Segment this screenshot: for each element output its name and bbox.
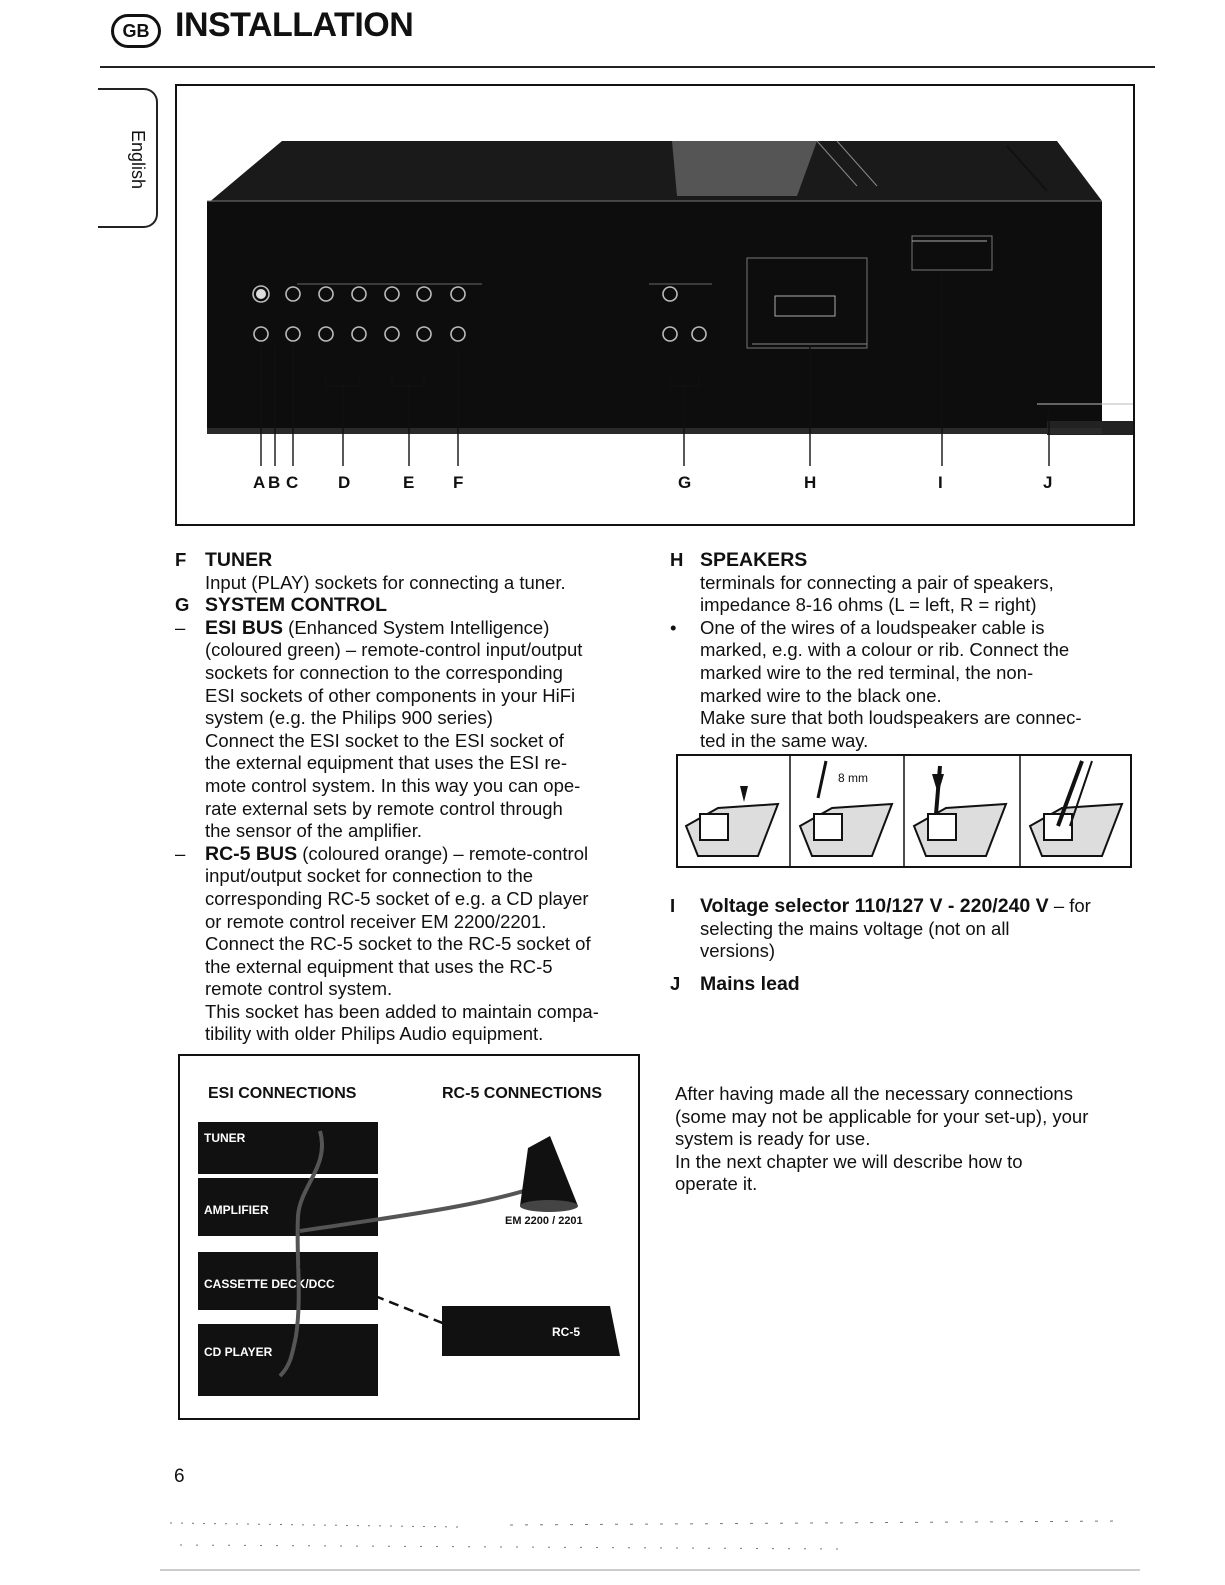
closing-line: After having made all the necessary connections (675, 1083, 1073, 1104)
connections-illustration (180, 1056, 638, 1418)
unit-cd-player: CD PLAYER (204, 1345, 273, 1359)
closing-line: system is ready for use. (675, 1128, 871, 1150)
section-f-letter: F (175, 549, 187, 570)
callout-e: E (403, 473, 415, 492)
section-j-title: Mains lead (700, 973, 800, 995)
section-f (175, 549, 645, 594)
unit-tuner: TUNER (204, 1131, 246, 1145)
bullet-icon: • (670, 616, 677, 638)
section-i-title: Voltage selector 110/127 V - 220/240 V (700, 895, 1049, 917)
section-g-title: SYSTEM CONTROL (205, 594, 388, 617)
section-j-letter: J (670, 973, 681, 994)
esi-dash: – (175, 616, 186, 638)
callout-b: B (268, 473, 281, 492)
header-divider (100, 66, 1155, 68)
section-f-text: Input (PLAY) sockets for connecting a tuner. (205, 571, 566, 593)
closing-line: In the next chapter we will describe how to (675, 1150, 1023, 1172)
rc5-unit-label: RC-5 (552, 1325, 581, 1339)
closing-line: (some may not be applicable for your set-up), your (675, 1105, 1089, 1127)
esi-line: the external equipment that uses the ESI re- (205, 752, 567, 774)
esi-line: system (e.g. the Philips 900 series) (205, 707, 493, 729)
terminal-steps-illustration (678, 756, 1130, 866)
amplifier-rear-illustration (177, 86, 1133, 524)
section-f-title: TUNER (205, 549, 273, 571)
callout-f: F (453, 473, 464, 492)
section-h-title: SPEAKERS (700, 549, 808, 571)
esi-bus-name: ESI BUS (205, 616, 284, 639)
rc5-line: corresponding RC-5 socket of e.g. a CD player (205, 887, 589, 909)
callout-i: I (938, 473, 943, 492)
section-g (175, 594, 645, 617)
section-i-line: versions) (700, 940, 776, 962)
closing-paragraph (675, 1083, 1145, 1196)
rc5-line: remote control system. (205, 978, 393, 1000)
bullet-line: marked, e.g. with a colour or rib. Connect the (700, 639, 1070, 661)
section-i (670, 895, 1150, 963)
speaker-terminal-steps (676, 754, 1132, 868)
section-h-line: impedance 8-16 ohms (L = left, R = right) (700, 594, 1037, 616)
section-h-letter: H (670, 549, 684, 570)
language-tab-label: English (128, 130, 148, 190)
callout-g: G (678, 473, 692, 492)
esi-line: rate external sets by remote control through (205, 797, 563, 819)
section-h (670, 549, 1150, 617)
section-i-line: selecting the mains voltage (not on all (700, 917, 1010, 939)
esi-line: (coloured green) – remote-control input/output (205, 639, 583, 661)
esi-line: ESI sockets of other components in your HiFi (205, 684, 576, 706)
esi-line: (Enhanced System Intelligence) (288, 616, 550, 638)
callout-d: D (338, 473, 351, 492)
bullet-line: ted in the same way. (700, 729, 869, 751)
bullet-line: One of the wires of a loudspeaker cable is (700, 616, 1045, 638)
esi-line: sockets for connection to the corresponding (205, 661, 563, 683)
gb-language-badge: GB (111, 14, 161, 48)
section-j (670, 973, 1150, 996)
callout-j: J (1043, 473, 1053, 492)
unit-amplifier: AMPLIFIER (204, 1203, 269, 1217)
rc5-line: (coloured orange) – remote-control (302, 842, 589, 864)
callout-h: H (804, 473, 817, 492)
rc5-line: the external equipment that uses the RC-5 (205, 955, 553, 977)
rc5-bus-item (175, 842, 645, 1046)
rc5-connections-title: RC-5 CONNECTIONS (442, 1085, 603, 1102)
section-i-suffix: – for (1053, 895, 1091, 916)
callout-c: C (286, 473, 299, 492)
scan-noise (160, 1515, 1140, 1575)
rc5-bus-name: RC-5 BUS (205, 842, 298, 865)
page-number: 6 (174, 1466, 185, 1487)
unit-cassette: CASSETTE DECK/DCC (204, 1277, 335, 1291)
esi-line: the sensor of the amplifier. (205, 820, 422, 842)
esi-connections-title: ESI CONNECTIONS (208, 1085, 357, 1102)
esi-bus-item (175, 616, 645, 843)
rc5-line: Connect the RC-5 socket to the RC-5 socket of (205, 933, 591, 955)
rc5-dash: – (175, 842, 186, 864)
rc5-line: input/output socket for connection to the (205, 865, 534, 887)
callout-a: A (253, 473, 266, 492)
bullet-line: marked wire to the red terminal, the non- (700, 661, 1034, 683)
rear-panel-figure (175, 84, 1135, 526)
esi-line: mote control system. In this way you can ope- (205, 774, 581, 796)
bullet-line: Make sure that both loudspeakers are connec- (700, 707, 1082, 729)
rc5-line: tibility with older Philips Audio equipment. (205, 1023, 544, 1045)
rc5-line: This socket has been added to maintain compa- (205, 1000, 599, 1022)
right-text-column (670, 549, 1150, 752)
receiver-label: EM 2200 / 2201 (505, 1215, 583, 1227)
strip-length-label: 8 mm (838, 771, 868, 785)
section-h-line: terminals for connecting a pair of speakers, (700, 571, 1054, 593)
esi-line: Connect the ESI socket to the ESI socket of (205, 729, 564, 751)
section-i-letter: I (670, 895, 676, 916)
closing-line: operate it. (675, 1173, 758, 1195)
rc5-line: or remote control receiver EM 2200/2201. (205, 910, 547, 932)
left-text-column (175, 549, 645, 1046)
speaker-bullet (670, 616, 1150, 753)
section-g-letter: G (175, 594, 190, 616)
page-title: INSTALLATION (175, 6, 414, 44)
connections-diagram (178, 1054, 640, 1420)
bullet-line: marked wire to the black one. (700, 684, 942, 706)
